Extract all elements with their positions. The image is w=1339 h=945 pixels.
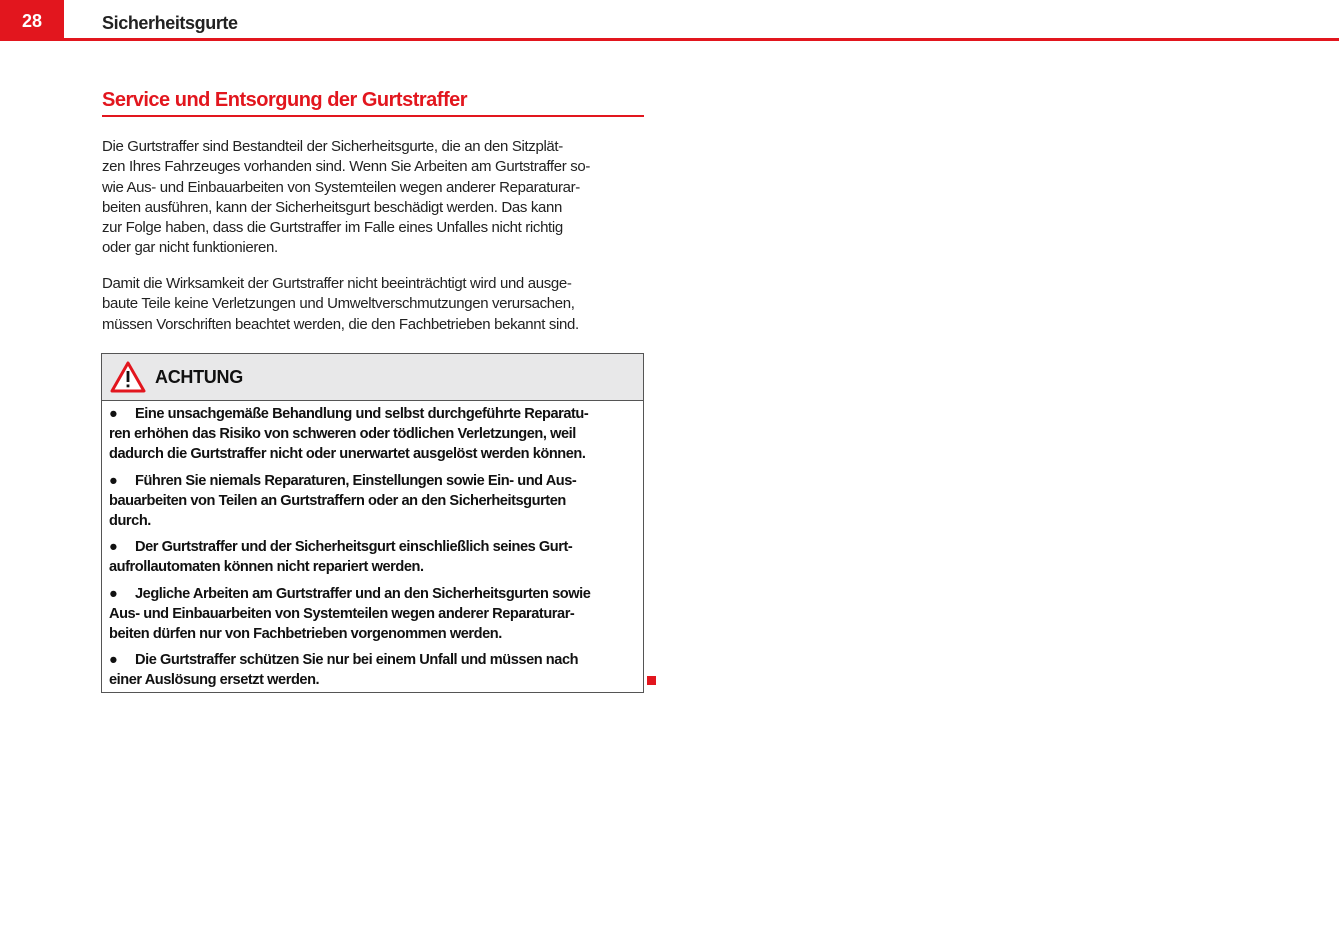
text-line: zen Ihres Fahrzeuges vorhanden sind. Wenn Sie Arbeiten am Gurtstraffer so- <box>102 158 590 176</box>
text-line: beiten dürfen nur von Fachbetrieben vorgenommen werden. <box>109 626 502 643</box>
text-line: Führen Sie niemals Reparaturen, Einstellungen sowie Ein- und Aus- <box>135 472 577 489</box>
text-line: einer Auslösung ersetzt werden. <box>109 672 320 689</box>
chapter-title: Sicherheitsgurte <box>102 13 238 33</box>
warning-item <box>109 537 643 577</box>
paragraph-1 <box>102 137 590 259</box>
warning-header <box>102 354 643 401</box>
bullet-icon: ● <box>109 539 118 556</box>
bullet-icon: ● <box>109 406 118 422</box>
text-line: ren erhöhen das Risiko von schweren oder tödlichen Verletzungen, weil <box>109 426 576 443</box>
section-rule <box>102 115 644 117</box>
text-line: Die Gurtstraffer schützen Sie nur bei einem Unfall und müssen nach <box>135 652 579 669</box>
text-line: wie Aus- und Einbauarbeiten von Systemteilen wegen anderer Reparaturar- <box>102 178 580 196</box>
text-line: Eine unsachgemäße Behandlung und selbst durchgeführte Reparatu- <box>135 406 589 422</box>
section-title: Service und Entsorgung der Gurtstraffer <box>102 89 468 111</box>
warning-box <box>101 353 644 693</box>
warning-item <box>109 584 643 645</box>
bullet-icon: ● <box>109 652 118 669</box>
text-line: zur Folge haben, dass die Gurtstraffer im Falle eines Unfalles nicht richtig <box>102 219 563 237</box>
text-line: Der Gurtstraffer und der Sicherheitsgurt einschließlich seines Gurt- <box>135 539 573 556</box>
text-line: oder gar nicht funktionieren. <box>102 239 278 257</box>
text-line: aufrollautomaten können nicht repariert werden. <box>109 559 424 576</box>
text-line: bauarbeiten von Teilen an Gurtstraffern oder an den Sicherheitsgurten <box>109 492 566 509</box>
page-number: 28 <box>0 0 64 39</box>
text-line: durch. <box>109 513 151 530</box>
text-line: dadurch die Gurtstraffer nicht oder unerwartet ausgelöst werden können. <box>109 446 586 463</box>
warning-item <box>109 404 643 465</box>
section-end-marker-icon <box>647 676 656 685</box>
text-line: Die Gurtstraffer sind Bestandteil der Sicherheitsgurte, die an den Sitzplät- <box>102 138 563 155</box>
bullet-icon: ● <box>109 472 118 489</box>
text-line: beiten ausführen, kann der Sicherheitsgurt beschädigt werden. Das kann <box>102 198 562 216</box>
text-line: Jegliche Arbeiten am Gurtstraffer und an den Sicherheitsgurten sowie <box>135 585 591 602</box>
paragraph-2 <box>102 274 579 335</box>
warning-item <box>109 650 643 690</box>
bullet-icon: ● <box>109 585 118 602</box>
text-line: baute Teile keine Verletzungen und Umweltverschmutzungen verursachen, <box>102 295 575 313</box>
text-line: müssen Vorschriften beachtet werden, die den Fachbetrieben bekannt sind. <box>102 315 579 333</box>
warning-item <box>109 471 643 532</box>
warning-title: ACHTUNG <box>155 366 243 387</box>
text-line: Damit die Wirksamkeit der Gurtstraffer nicht beeinträchtigt wird und ausge- <box>102 275 572 292</box>
warning-list <box>102 401 643 691</box>
header-rule <box>0 38 1339 41</box>
warning-triangle-icon <box>110 361 146 393</box>
text-line: Aus- und Einbauarbeiten von Systemteilen wegen anderer Reparaturar- <box>109 605 575 622</box>
